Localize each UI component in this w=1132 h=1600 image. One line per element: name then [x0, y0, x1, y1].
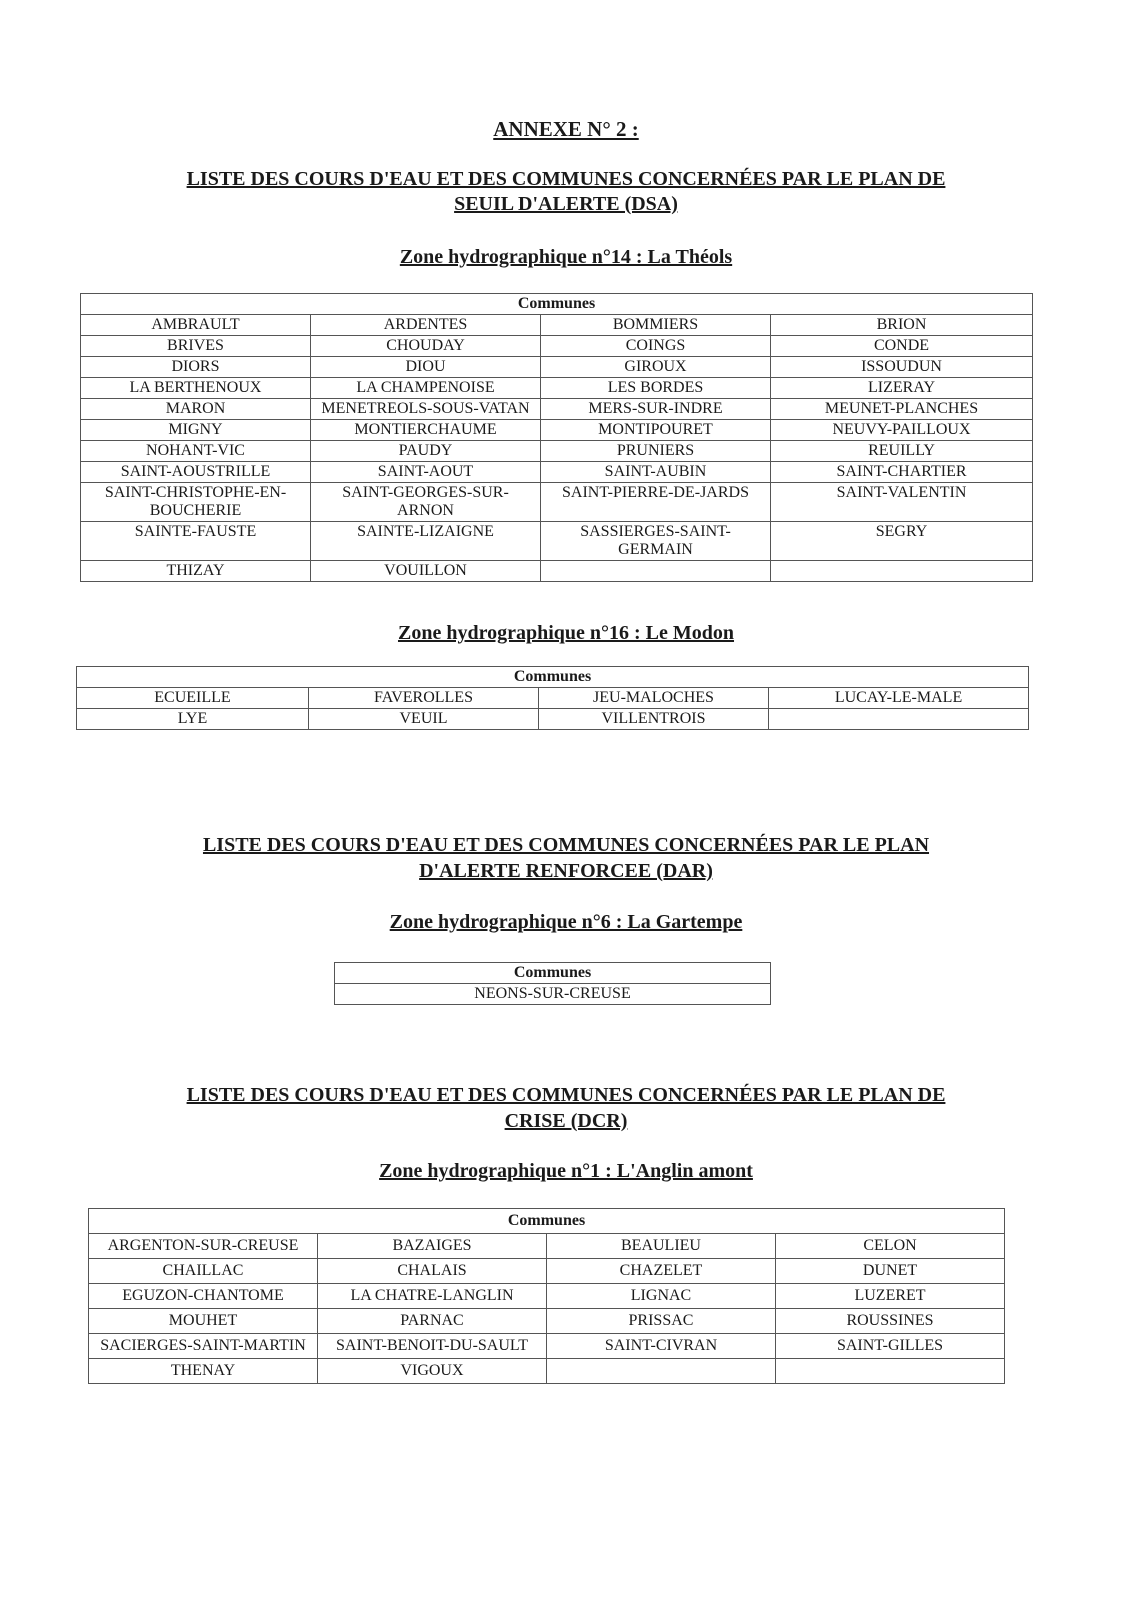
commune-cell: PARNAC	[318, 1309, 547, 1334]
commune-cell: MERS-SUR-INDRE	[541, 399, 771, 420]
commune-cell: VILLENTROIS	[539, 709, 769, 730]
commune-cell: LA CHATRE-LANGLIN	[318, 1284, 547, 1309]
commune-cell: SACIERGES-SAINT-MARTIN	[89, 1334, 318, 1359]
commune-cell: DUNET	[776, 1259, 1005, 1284]
commune-cell	[771, 561, 1033, 582]
communes-header: Communes	[335, 963, 771, 984]
commune-cell: SAINT-CIVRAN	[547, 1334, 776, 1359]
table-row	[81, 336, 1033, 357]
commune-cell: EGUZON-CHANTOME	[89, 1284, 318, 1309]
commune-cell: MOUHET	[89, 1309, 318, 1334]
communes-header: Communes	[77, 667, 1029, 688]
dar-heading-line1: LISTE DES COURS D'EAU ET DES COMMUNES CONCERNÉES PAR LE PLAN	[202, 834, 930, 856]
commune-cell: BAZAIGES	[318, 1234, 547, 1259]
commune-cell: LIZERAY	[771, 378, 1033, 399]
commune-cell: SAINT-AUBIN	[541, 462, 771, 483]
commune-cell: JEU-MALOCHES	[539, 688, 769, 709]
commune-cell: PRISSAC	[547, 1309, 776, 1334]
commune-cell	[547, 1359, 776, 1384]
commune-cell: LYE	[77, 709, 309, 730]
table-row	[81, 441, 1033, 462]
commune-cell	[776, 1359, 1005, 1384]
commune-cell: SAINT-VALENTIN	[771, 483, 1033, 522]
zone-gartempe-title: Zone hydrographique n°6 : La Gartempe	[389, 911, 743, 933]
commune-cell: LA CHAMPENOISE	[311, 378, 541, 399]
table-row	[81, 399, 1033, 420]
commune-cell: CHOUDAY	[311, 336, 541, 357]
table-row	[81, 378, 1033, 399]
commune-cell: AMBRAULT	[81, 315, 311, 336]
commune-cell: ECUEILLE	[77, 688, 309, 709]
commune-cell: VEUIL	[309, 709, 539, 730]
table-row	[335, 984, 771, 1005]
zone-modon-title: Zone hydrographique n°16 : Le Modon	[397, 622, 735, 644]
table-row	[89, 1334, 1005, 1359]
commune-cell: PRUNIERS	[541, 441, 771, 462]
table-row	[89, 1234, 1005, 1259]
commune-cell: CHAZELET	[547, 1259, 776, 1284]
commune-cell: LES BORDES	[541, 378, 771, 399]
commune-cell: SAINTE-FAUSTE	[81, 522, 311, 561]
commune-cell: LUZERET	[776, 1284, 1005, 1309]
commune-cell: ARDENTES	[311, 315, 541, 336]
commune-cell: PAUDY	[311, 441, 541, 462]
commune-cell: THENAY	[89, 1359, 318, 1384]
dcr-heading-line2: CRISE (DCR)	[504, 1110, 628, 1132]
commune-cell: SEGRY	[771, 522, 1033, 561]
commune-cell: CHALAIS	[318, 1259, 547, 1284]
table-row	[81, 357, 1033, 378]
commune-cell: CELON	[776, 1234, 1005, 1259]
commune-cell: ROUSSINES	[776, 1309, 1005, 1334]
commune-cell: LUCAY-LE-MALE	[769, 688, 1029, 709]
communes-table-theols	[80, 293, 1033, 582]
commune-cell: BOMMIERS	[541, 315, 771, 336]
commune-cell: SAINT-CHARTIER	[771, 462, 1033, 483]
table-row	[81, 561, 1033, 582]
commune-cell: SASSIERGES-SAINT-GERMAIN	[541, 522, 771, 561]
commune-cell: BRION	[771, 315, 1033, 336]
commune-cell: SAINT-AOUT	[311, 462, 541, 483]
commune-cell: GIROUX	[541, 357, 771, 378]
commune-cell: CHAILLAC	[89, 1259, 318, 1284]
commune-cell: VOUILLON	[311, 561, 541, 582]
annexe-title: ANNEXE N° 2 :	[493, 117, 639, 141]
dcr-heading-line1: LISTE DES COURS D'EAU ET DES COMMUNES CONCERNÉES PAR LE PLAN DE	[186, 1084, 946, 1106]
commune-cell: SAINT-PIERRE-DE-JARDS	[541, 483, 771, 522]
commune-cell: FAVEROLLES	[309, 688, 539, 709]
commune-cell: ARGENTON-SUR-CREUSE	[89, 1234, 318, 1259]
commune-cell: COINGS	[541, 336, 771, 357]
dar-heading-line2: D'ALERTE RENFORCEE (DAR)	[419, 860, 713, 882]
dsa-heading-line1: LISTE DES COURS D'EAU ET DES COMMUNES CONCERNÉES PAR LE PLAN DE	[186, 168, 946, 190]
commune-cell: SAINT-GILLES	[776, 1334, 1005, 1359]
commune-cell	[769, 709, 1029, 730]
commune-cell: ISSOUDUN	[771, 357, 1033, 378]
zone-theols-title: Zone hydrographique n°14 : La Théols	[399, 246, 733, 268]
commune-cell: LIGNAC	[547, 1284, 776, 1309]
communes-table-anglin	[88, 1208, 1005, 1384]
table-row	[89, 1259, 1005, 1284]
zone-anglin-title: Zone hydrographique n°1 : L'Anglin amont	[379, 1160, 753, 1182]
commune-cell: NEUVY-PAILLOUX	[771, 420, 1033, 441]
commune-cell: SAINTE-LIZAIGNE	[311, 522, 541, 561]
commune-cell: MEUNET-PLANCHES	[771, 399, 1033, 420]
dsa-heading-line2: SEUIL D'ALERTE (DSA)	[454, 193, 678, 215]
commune-cell: DIORS	[81, 357, 311, 378]
commune-cell: SAINT-BENOIT-DU-SAULT	[318, 1334, 547, 1359]
communes-table-modon	[76, 666, 1029, 730]
commune-cell: CONDE	[771, 336, 1033, 357]
commune-cell: BRIVES	[81, 336, 311, 357]
commune-cell: BEAULIEU	[547, 1234, 776, 1259]
table-row	[81, 462, 1033, 483]
commune-cell: NEONS-SUR-CREUSE	[335, 984, 771, 1005]
commune-cell: MIGNY	[81, 420, 311, 441]
commune-cell: SAINT-CHRISTOPHE-EN-BOUCHERIE	[81, 483, 311, 522]
table-row	[89, 1309, 1005, 1334]
table-row	[89, 1359, 1005, 1384]
commune-cell: MENETREOLS-SOUS-VATAN	[311, 399, 541, 420]
commune-cell: DIOU	[311, 357, 541, 378]
table-row	[89, 1284, 1005, 1309]
table-row	[81, 522, 1033, 561]
commune-cell: MONTIPOURET	[541, 420, 771, 441]
commune-cell: VIGOUX	[318, 1359, 547, 1384]
commune-cell: SAINT-GEORGES-SUR-ARNON	[311, 483, 541, 522]
commune-cell	[541, 561, 771, 582]
commune-cell: SAINT-AOUSTRILLE	[81, 462, 311, 483]
table-row	[81, 315, 1033, 336]
commune-cell: MARON	[81, 399, 311, 420]
commune-cell: REUILLY	[771, 441, 1033, 462]
communes-table-gartempe	[334, 962, 771, 1005]
commune-cell: LA BERTHENOUX	[81, 378, 311, 399]
table-row	[81, 483, 1033, 522]
commune-cell: THIZAY	[81, 561, 311, 582]
table-row	[77, 709, 1029, 730]
commune-cell: MONTIERCHAUME	[311, 420, 541, 441]
communes-header: Communes	[89, 1209, 1005, 1234]
commune-cell: NOHANT-VIC	[81, 441, 311, 462]
table-row	[77, 688, 1029, 709]
table-row	[81, 420, 1033, 441]
communes-header: Communes	[81, 294, 1033, 315]
